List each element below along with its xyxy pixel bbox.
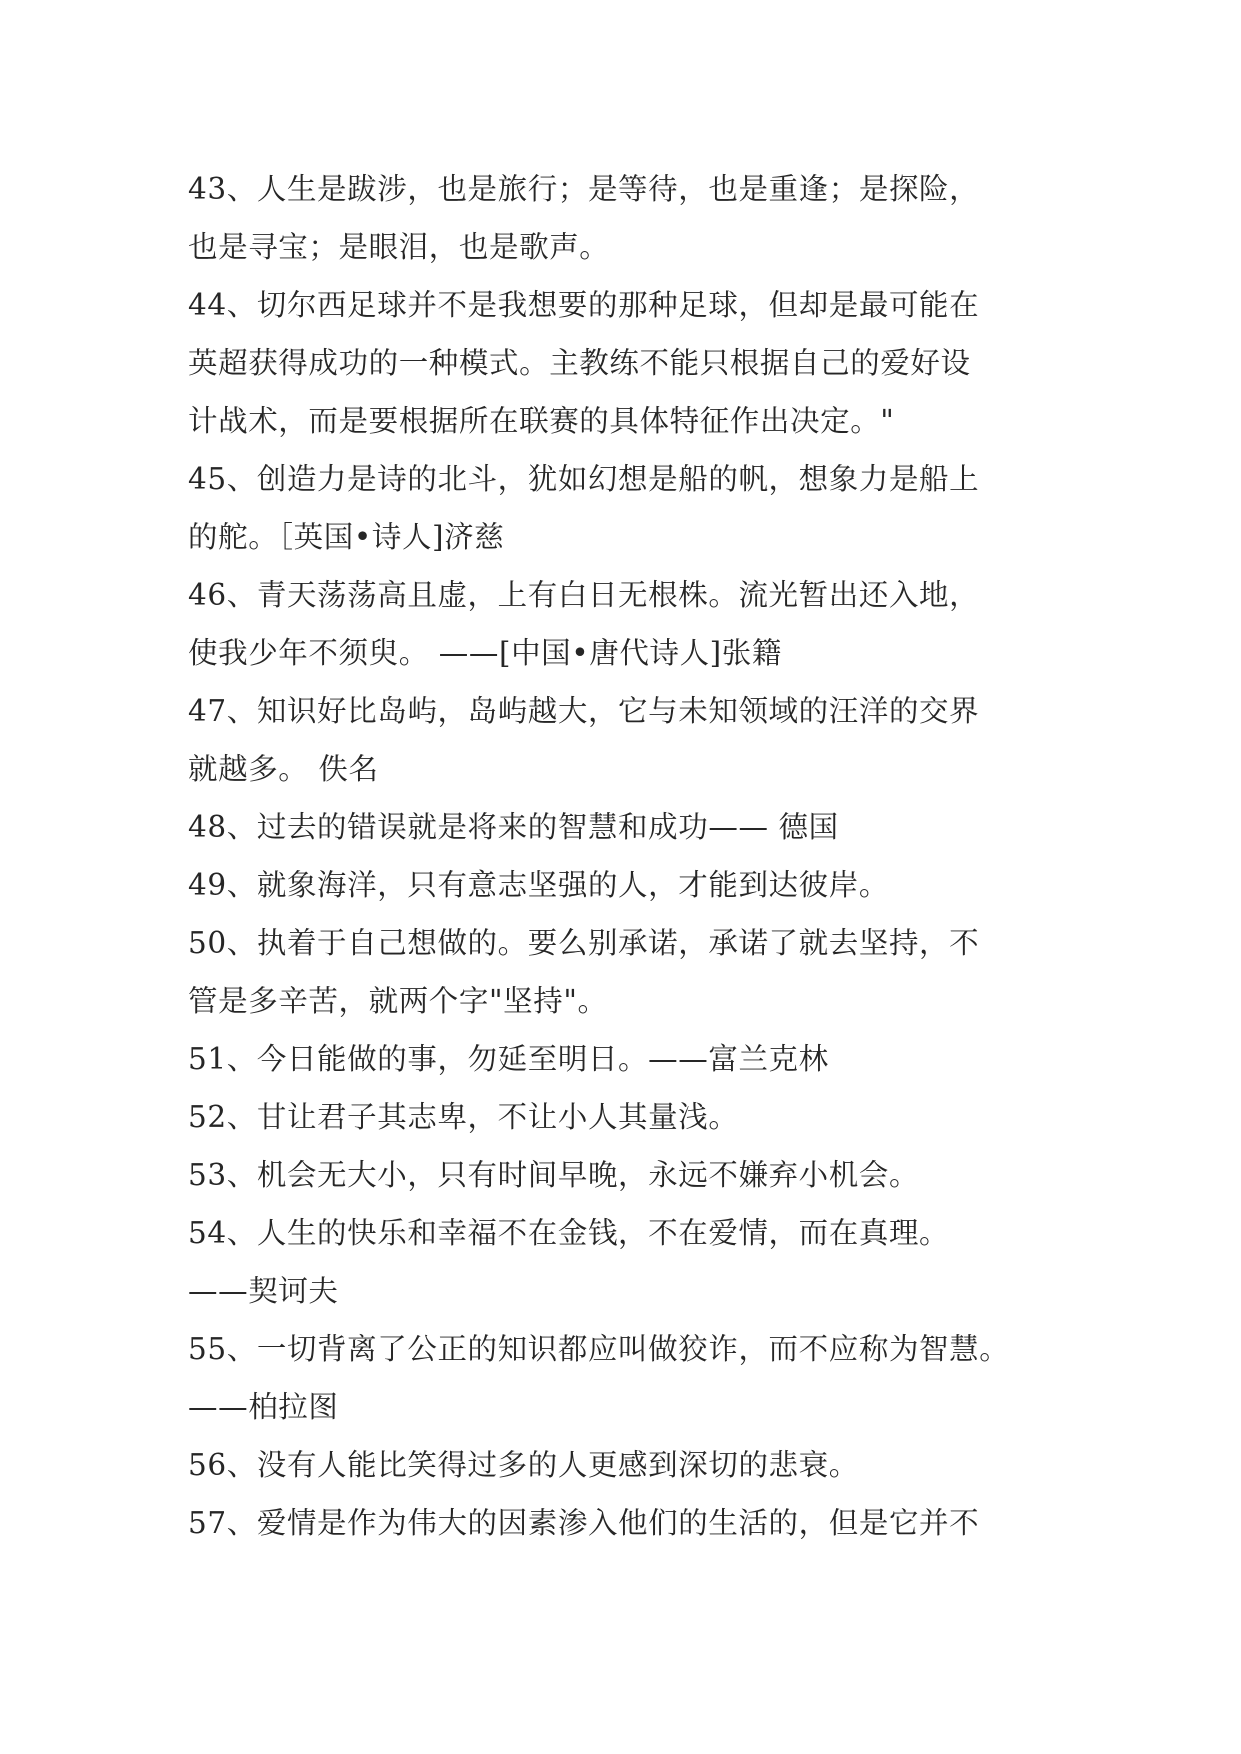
text-line: 使我少年不须臾。 ——[中国•唐代诗人]张籍 — [188, 636, 782, 670]
document-body — [188, 160, 1068, 1552]
text-line: 48、过去的错误就是将来的智慧和成功—— 德国 — [188, 810, 839, 844]
text-line: 49、就象海洋，只有意志坚强的人，才能到达彼岸。 — [188, 868, 889, 902]
text-line: 43、人生是跋涉，也是旅行；是等待，也是重逢；是探险， — [188, 172, 980, 206]
text-line: 53、机会无大小，只有时间早晚，永远不嫌弃小机会。 — [188, 1158, 920, 1192]
text-line: 就越多。 佚名 — [188, 752, 379, 786]
text-line: 管是多辛苦，就两个字"坚持"。 — [188, 984, 608, 1018]
text-line: 55、一切背离了公正的知识都应叫做狡诈，而不应称为智慧。 — [188, 1332, 1010, 1366]
text-line: 54、人生的快乐和幸福不在金钱，不在爱情，而在真理。 — [188, 1216, 950, 1250]
text-line: 57、爱情是作为伟大的因素渗入他们的生活的，但是它并不 — [188, 1506, 980, 1540]
text-line: ——契诃夫 — [188, 1274, 339, 1308]
text-line: 44、切尔西足球并不是我想要的那种足球，但却是最可能在 — [188, 288, 980, 322]
text-line: ——柏拉图 — [188, 1390, 339, 1424]
text-line: 52、甘让君子其志卑，不让小人其量浅。 — [188, 1100, 739, 1134]
text-line: 也是寻宝；是眼泪，也是歌声。 — [188, 230, 610, 264]
text-line: 的舵。［英国•诗人]济慈 — [188, 520, 505, 554]
text-line: 46、青天荡荡高且虚，上有白日无根株。流光暂出还入地， — [188, 578, 980, 612]
text-line: 51、今日能做的事，勿延至明日。——富兰克林 — [188, 1042, 829, 1076]
text-line: 英超获得成功的一种模式。主教练不能只根据自己的爱好设 — [188, 346, 971, 380]
text-line: 50、执着于自己想做的。要么别承诺，承诺了就去坚持，不 — [188, 926, 980, 960]
text-line: 56、没有人能比笑得过多的人更感到深切的悲衰。 — [188, 1448, 859, 1482]
text-line: 47、知识好比岛屿，岛屿越大，它与未知领域的汪洋的交界 — [188, 694, 980, 728]
text-line: 计战术，而是要根据所在联赛的具体特征作出决定。" — [188, 404, 895, 438]
text-line: 45、创造力是诗的北斗，犹如幻想是船的帆，想象力是船上 — [188, 462, 980, 496]
